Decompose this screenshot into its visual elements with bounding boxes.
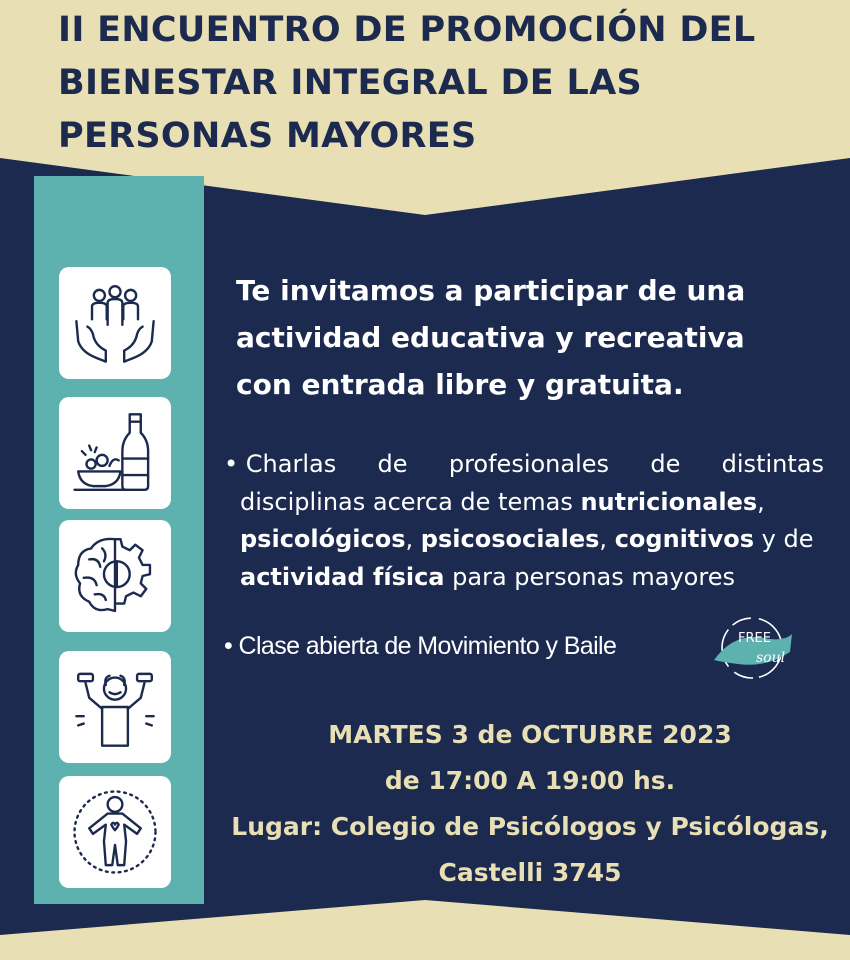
- talks-text: para personas mayores: [444, 562, 735, 591]
- topic-psychosocial: psicosociales: [420, 525, 600, 553]
- intro-line-2: actividad educativa y recreativa: [236, 321, 745, 354]
- invitation-text: [236, 267, 826, 408]
- community-care-icon: [59, 267, 171, 379]
- talks-text: ,: [599, 525, 615, 553]
- intro-line-1: Te invitamos a participar de una: [236, 274, 746, 307]
- talks-bullet: [224, 446, 824, 596]
- topic-nutritional: nutricionales: [580, 487, 758, 516]
- event-place: Lugar: Colegio de Psicólogos y Psicólogas,: [231, 812, 829, 841]
- talks-row-4: [224, 559, 824, 597]
- event-time: de 17:00 A 19:00 hs.: [384, 766, 676, 795]
- event-title: [58, 4, 838, 163]
- title-line-2: BIENESTAR INTEGRAL DE LAS: [58, 63, 642, 103]
- topic-physical-activity: actividad física: [240, 562, 445, 591]
- talks-word: profesionales: [448, 450, 610, 478]
- topic-psychological: psicológicos: [240, 525, 406, 553]
- talks-text: ,: [405, 525, 421, 553]
- talks-text: y de: [754, 525, 814, 553]
- topic-cognitive: cognitivos: [614, 525, 755, 553]
- talks-row-1: [224, 446, 824, 484]
- title-line-3: PERSONAS MAYORES: [58, 116, 477, 156]
- body-wellness-icon: [59, 776, 171, 888]
- title-line-1: II ENCUENTRO DE PROMOCIÓN DEL: [58, 10, 756, 50]
- talks-row-2: [224, 484, 824, 522]
- icon-sidebar: [34, 176, 204, 904]
- dance-class-bullet: • Clase abierta de Movimiento y Baile: [224, 632, 617, 660]
- event-date: MARTES 3 de OCTUBRE 2023: [328, 720, 732, 749]
- intro-line-3: con entrada libre y gratuita.: [236, 368, 684, 401]
- event-address: Castelli 3745: [438, 858, 622, 887]
- talks-word: de: [650, 450, 681, 478]
- event-details: [210, 712, 850, 896]
- logo-text-free: FREE: [738, 631, 771, 646]
- talks-word: de: [377, 450, 408, 478]
- logo-text-soul: soul: [756, 650, 786, 666]
- talks-row-3: [224, 521, 824, 559]
- brain-gear-icon: [59, 520, 171, 632]
- free-soul-logo: [704, 612, 800, 684]
- nutrition-icon: [59, 397, 171, 509]
- elderly-exercise-icon: [59, 651, 171, 763]
- talks-text: disciplinas acerca de temas: [240, 487, 581, 516]
- talks-text: ,: [757, 487, 765, 516]
- talks-word: distintas: [721, 450, 824, 478]
- talks-word: • Charlas: [224, 450, 337, 478]
